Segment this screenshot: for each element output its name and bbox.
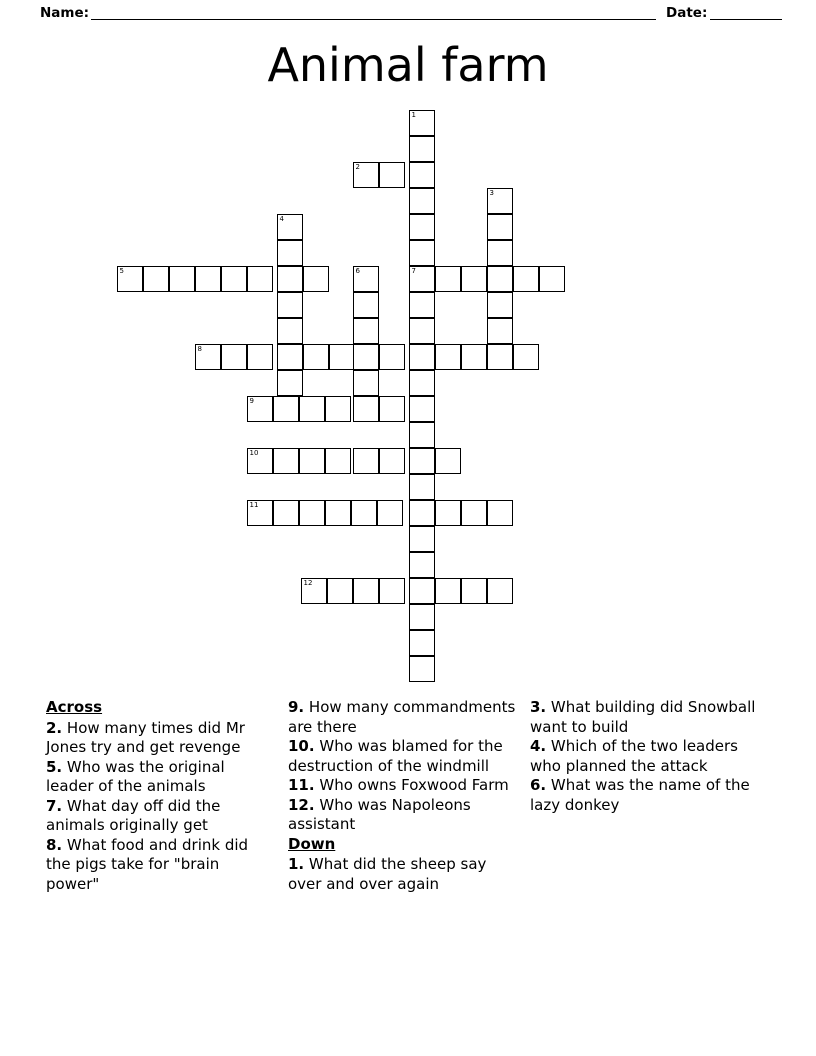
grid-cell[interactable] xyxy=(435,266,461,292)
grid-cell-number: 7 xyxy=(411,267,416,275)
grid-cell[interactable] xyxy=(353,292,379,318)
grid-cell-number: 1 xyxy=(411,111,416,119)
clue-across-2 xyxy=(46,719,274,758)
grid-cell[interactable] xyxy=(277,240,303,266)
grid-cell-numbered-6[interactable] xyxy=(353,266,379,292)
name-date-header xyxy=(0,0,816,26)
grid-cell[interactable] xyxy=(461,578,487,604)
grid-cell[interactable] xyxy=(327,578,353,604)
date-label: Date: xyxy=(666,5,708,21)
clue-down-1 xyxy=(288,855,520,894)
grid-cell-numbered-2[interactable] xyxy=(353,162,379,188)
grid-cell-number: 12 xyxy=(303,579,313,587)
grid-cell[interactable] xyxy=(353,344,379,370)
grid-cell[interactable] xyxy=(379,578,405,604)
clue-text: What day off did the animals originally get xyxy=(46,796,221,834)
clue-text: Which of the two leaders who planned the attack xyxy=(530,737,738,775)
grid-cell[interactable] xyxy=(325,396,351,422)
grid-cell[interactable] xyxy=(409,292,435,318)
grid-cell[interactable] xyxy=(169,266,195,292)
grid-cell[interactable] xyxy=(277,266,303,292)
clue-down-3 xyxy=(530,698,762,737)
grid-cell[interactable] xyxy=(409,422,435,448)
grid-cell[interactable] xyxy=(409,526,435,552)
grid-cell[interactable] xyxy=(379,162,405,188)
grid-cell[interactable] xyxy=(377,500,403,526)
clue-number: 6. xyxy=(530,776,547,794)
grid-cell[interactable] xyxy=(487,578,513,604)
clue-number: 2. xyxy=(46,718,63,737)
clue-number: 10. xyxy=(288,737,315,755)
grid-cell[interactable] xyxy=(277,344,303,370)
grid-cell-number: 3 xyxy=(489,189,494,197)
grid-cell[interactable] xyxy=(221,344,247,370)
grid-cell[interactable] xyxy=(409,578,435,604)
grid-cell[interactable] xyxy=(409,370,435,396)
grid-cell-numbered-12[interactable] xyxy=(301,578,327,604)
grid-cell[interactable] xyxy=(353,396,379,422)
clue-text: How many commandments are there xyxy=(288,698,516,736)
grid-cell[interactable] xyxy=(299,500,325,526)
grid-cell[interactable] xyxy=(409,318,435,344)
grid-cell[interactable] xyxy=(461,344,487,370)
down-heading: Down xyxy=(288,834,336,853)
grid-cell[interactable] xyxy=(487,266,513,292)
grid-cell-numbered-4[interactable] xyxy=(277,214,303,240)
grid-cell[interactable] xyxy=(487,318,513,344)
grid-cell-number: 2 xyxy=(355,163,360,171)
grid-cell[interactable] xyxy=(273,500,299,526)
grid-cell[interactable] xyxy=(273,448,299,474)
grid-cell[interactable] xyxy=(303,266,329,292)
clues-area xyxy=(0,698,816,958)
clue-number: 11. xyxy=(288,776,315,794)
clue-text: What was the name of the lazy donkey xyxy=(530,776,750,814)
clue-column-3 xyxy=(530,698,762,815)
clue-number: 7. xyxy=(46,796,63,815)
grid-cell[interactable] xyxy=(351,500,377,526)
grid-cell[interactable] xyxy=(409,162,435,188)
clue-number: 1. xyxy=(288,855,305,873)
grid-cell[interactable] xyxy=(325,448,351,474)
grid-cell[interactable] xyxy=(435,578,461,604)
grid-cell[interactable] xyxy=(487,240,513,266)
across-heading: Across xyxy=(46,698,103,716)
clue-across-5 xyxy=(46,758,274,797)
grid-cell[interactable] xyxy=(461,500,487,526)
grid-cell[interactable] xyxy=(353,578,379,604)
crossword-grid[interactable] xyxy=(0,108,816,698)
grid-cell[interactable] xyxy=(277,292,303,318)
grid-cell-numbered-5[interactable] xyxy=(117,266,143,292)
clue-text: What building did Snowball want to build xyxy=(530,698,756,736)
grid-cell[interactable] xyxy=(221,266,247,292)
grid-cell-numbered-10[interactable] xyxy=(247,448,273,474)
grid-cell-number: 9 xyxy=(249,397,254,405)
grid-cell[interactable] xyxy=(539,266,565,292)
clue-across-12 xyxy=(288,796,520,835)
clue-across-8 xyxy=(46,836,274,895)
grid-cell[interactable] xyxy=(195,266,221,292)
grid-cell[interactable] xyxy=(143,266,169,292)
clue-across-10 xyxy=(288,737,520,776)
clue-text: Who owns Foxwood Farm xyxy=(319,776,509,794)
clue-number: 12. xyxy=(288,795,315,814)
grid-cell[interactable] xyxy=(277,370,303,396)
grid-cell-numbered-3[interactable] xyxy=(487,188,513,214)
grid-cell[interactable] xyxy=(409,500,435,526)
grid-cell[interactable] xyxy=(299,396,325,422)
name-label: Name: xyxy=(40,5,90,21)
grid-cell[interactable] xyxy=(277,318,303,344)
grid-cell[interactable] xyxy=(513,344,539,370)
clue-across-11 xyxy=(288,776,520,796)
clue-number: 5. xyxy=(46,757,63,776)
grid-cell[interactable] xyxy=(303,344,329,370)
clue-text: Who was Napoleons assistant xyxy=(288,795,471,833)
grid-cell[interactable] xyxy=(409,630,435,656)
grid-cell[interactable] xyxy=(409,448,435,474)
grid-cell[interactable] xyxy=(353,318,379,344)
grid-cell[interactable] xyxy=(487,214,513,240)
grid-cell[interactable] xyxy=(409,656,435,682)
grid-cell-numbered-1[interactable] xyxy=(409,110,435,136)
grid-cell[interactable] xyxy=(409,188,435,214)
grid-cell[interactable] xyxy=(247,266,273,292)
grid-cell-numbered-8[interactable] xyxy=(195,344,221,370)
grid-cell-number: 8 xyxy=(197,345,202,353)
grid-cell[interactable] xyxy=(461,266,487,292)
clue-text: Who was blamed for the destruction of the windmill xyxy=(288,737,503,775)
grid-cell-numbered-9[interactable] xyxy=(247,396,273,422)
grid-cell[interactable] xyxy=(299,448,325,474)
clue-down-6 xyxy=(530,776,762,815)
grid-cell-number: 4 xyxy=(279,215,284,223)
grid-cell[interactable] xyxy=(513,266,539,292)
grid-cell[interactable] xyxy=(329,344,355,370)
grid-cell[interactable] xyxy=(435,448,461,474)
grid-cell[interactable] xyxy=(409,396,435,422)
grid-cell-number: 11 xyxy=(249,501,259,509)
grid-cell[interactable] xyxy=(247,344,273,370)
grid-cell[interactable] xyxy=(487,344,513,370)
clue-number: 9. xyxy=(288,698,305,716)
grid-cell[interactable] xyxy=(325,500,351,526)
page-title: Animal farm xyxy=(267,38,549,92)
clue-number: 4. xyxy=(530,737,547,755)
grid-cell-numbered-7[interactable] xyxy=(409,266,435,292)
clue-number: 3. xyxy=(530,698,547,716)
clue-number: 8. xyxy=(46,835,63,854)
clue-across-7 xyxy=(46,797,274,836)
clue-text: What food and drink did the pigs take for "brain power" xyxy=(46,835,249,893)
grid-cell[interactable] xyxy=(379,396,405,422)
name-blank-line[interactable] xyxy=(91,6,656,20)
grid-cell[interactable] xyxy=(353,448,379,474)
grid-cell[interactable] xyxy=(409,552,435,578)
clue-text: How many times did Mr Jones try and get revenge xyxy=(46,718,245,756)
grid-cell[interactable] xyxy=(487,292,513,318)
grid-cell-number: 10 xyxy=(249,449,259,457)
grid-cell-number: 6 xyxy=(355,267,360,275)
grid-cell[interactable] xyxy=(409,344,435,370)
clue-column-2 xyxy=(288,698,520,894)
grid-cell[interactable] xyxy=(409,214,435,240)
grid-cell[interactable] xyxy=(353,370,379,396)
grid-cell[interactable] xyxy=(435,500,461,526)
grid-cell[interactable] xyxy=(435,344,461,370)
clue-across-9 xyxy=(288,698,520,737)
grid-cell-number: 5 xyxy=(119,267,124,275)
date-blank-line[interactable] xyxy=(710,6,782,20)
grid-cell[interactable] xyxy=(379,344,405,370)
grid-cell[interactable] xyxy=(409,474,435,500)
clue-text: What did the sheep say over and over again xyxy=(288,855,487,893)
grid-cell[interactable] xyxy=(379,448,405,474)
grid-cell[interactable] xyxy=(487,500,513,526)
grid-cell[interactable] xyxy=(273,396,299,422)
clue-column-1 xyxy=(46,698,274,894)
grid-cell-numbered-11[interactable] xyxy=(247,500,273,526)
grid-cell[interactable] xyxy=(409,604,435,630)
clue-text: Who was the original leader of the animals xyxy=(46,757,225,795)
grid-cell[interactable] xyxy=(409,240,435,266)
clue-down-4 xyxy=(530,737,762,776)
grid-cell[interactable] xyxy=(409,136,435,162)
